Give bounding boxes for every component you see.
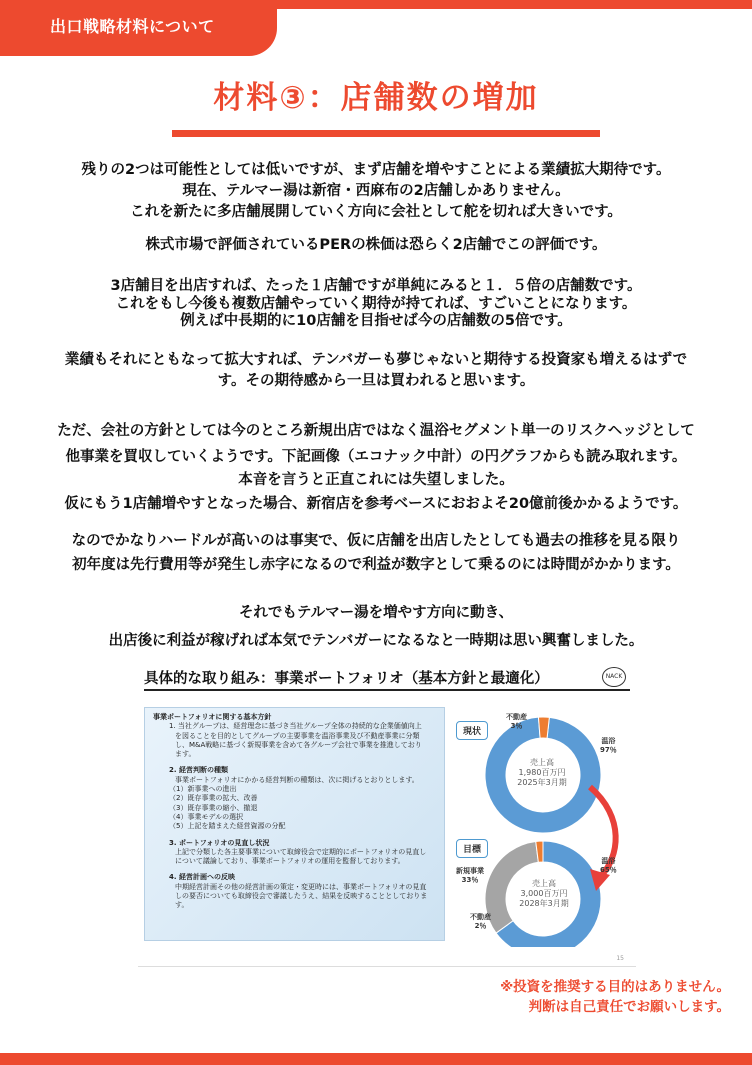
pie2-title: 目標 [456,839,488,858]
text-line: 業績もそれにともなって拡大すれば、テンバガーも夢じゃないと期待する投資家も増えるはずで [64,352,688,368]
text-line: 例えば中長期的に10店舗を目指せば今の店舗数の5倍です。 [180,313,572,329]
title-underline [172,130,600,137]
paragraph-2 [20,235,732,256]
panel-line: （5）上記を踏まえた経営資源の分配 [169,822,286,831]
panel-line: ます。 [175,750,196,759]
text-line: これを新たに多店舗展開していく方向に会社として舵を切れば大きいです。 [130,204,622,220]
text-line: す。その期待感から一旦は買われると思います。 [217,373,535,389]
bottom-accent-bar [0,1053,752,1065]
pie1-slice-1 [538,717,549,738]
pie1-label-onsen: 温浴 97％ [600,737,617,754]
panel-line: （2）既存事業の拡大、改善 [169,794,258,803]
panel-line: し、M&A戦略に基づく新規事業を含めて各グループ会社で事業を推進しており [175,740,422,749]
panel-line: （3）既存事業の縮小、撤退 [169,803,258,812]
pie-chart-area [450,707,636,947]
panel-line: 中期経営計画その他の経営計画の策定・変更時には、事業ポートフォリオの見直 [175,882,427,891]
pie2-label-fudosan: 不動産 2％ [470,913,491,930]
paragraph-7 [20,599,732,655]
section-tab-label: 出口戦略材料について [50,17,215,36]
panel-line: 4. 経営計画への反映 [169,873,235,882]
panel-line: （1）新事業への進出 [169,785,237,794]
paragraph-6 [20,529,732,577]
text-line: 初年度は先行費用等が発生し赤字になるので利益が数字として乗るのには時間がかかります。 [72,557,680,573]
pie1-title: 現状 [456,721,488,740]
slide-heading: 具体的な取り組み：事業ポートフォリオ（基本方針と最適化） [144,671,549,687]
text-line: 現在、テルマー湯は新宿・西麻布の2店舗しかありません。 [182,183,570,199]
disclaimer [500,977,730,1017]
paragraph-4 [20,350,732,392]
panel-line: 上記で分類した各主要事業について取締役会で定期的にポートフォリオの見直し [175,847,427,856]
panel-line: 2. 経営判断の種類 [169,766,228,775]
text-line: 残りの2つは可能性としては低いですが、まず店舗を増やすことによる業績拡大期待です。 [81,162,671,178]
slide-page-number: 15 [616,955,624,962]
panel-line: しの要否についても取締役会で審議したうえ、結果を反映することとしております。 [175,892,428,910]
pie2-center-text: 売上高 3,000百万円 2028年3月期 [519,879,569,908]
disclaimer-line: ※投資を推奨する目的はありません。 [500,979,730,995]
text-line: 他事業を買収していくようです。下記画像（エコナック中計）の円グラフからも読み取れます。 [65,449,687,465]
panel-line: （4）事業モデルの選択 [169,812,244,821]
paragraph-3 [20,276,732,330]
slide-heading-rule [144,689,630,691]
pie2-label-onsen: 温浴 65％ [600,857,617,874]
pie1-label-fudosan: 不動産 3％ [506,713,527,730]
pie1-center-text: 売上高 1,980百万円 2025年3月期 [517,758,567,787]
text-line: ただ、会社の方針としては今のところ新規出店ではなく温浴セグメント単一のリスクヘッジとして [57,423,695,439]
text-line: 仮にもう1店舗増やすとなった場合、新宿店を参考ベースにおおよそ20億前後かかるようです。 [64,496,688,512]
panel-title: 事業ポートフォリオに関する基本方針 [153,713,272,721]
panel-line: について議論しており、事業ポートフォリオの運用を監督しております。 [175,857,405,866]
disclaimer-line: 判断は自己責任でお願いします。 [528,999,730,1015]
panel-line: 3. ポートフォリオの見直し状況 [169,838,270,847]
text-line: 本音を言うと正直これには失望しました。 [238,472,514,488]
section-tab [0,0,277,56]
embedded-slide-image [138,663,636,967]
text-line: 出店後に利益が稼げれば本気でテンバガーになるなと一時期は思い興奮しました。 [108,633,644,649]
pie2-label-shinki: 新規事業 33％ [456,867,484,884]
article-body [20,160,732,655]
panel-line: 事業ポートフォリオにかかる経営判断の種類は、次に掲げるとおりとします。 [175,775,419,784]
text-line: なのでかなりハードルが高いのは事実で、仮に店舗を出店したとしても過去の推移を見る限り [71,533,681,549]
paragraph-5 [20,418,732,517]
panel-line: 1. 当社グループは、経営理念に基づき当社グループ全体の持続的な企業価値向上 [169,722,422,731]
text-line: 株式市場で評価されているPERの株価は恐らく2店舗でこの評価です。 [145,237,607,253]
panel-line: を図ることを目的としてグループの主要事業を温浴事業及び不動産事業に分類 [175,731,420,740]
text-line: 3店舗目を出店すれば、たった１店舗ですが単純にみると１．５倍の店舗数です。 [110,278,642,294]
page-title: 材料③：店舗数の増加 [213,80,539,116]
logo-text: NACK [605,673,623,680]
company-logo-icon [602,667,626,687]
text-line: これをもし今後も複数店舗やっていく期待が持てれば、すごいことになります。 [115,296,637,312]
policy-panel [144,707,445,941]
text-line: それでもテルマー湯を増やす方向に動き、 [238,605,514,621]
paragraph-1 [20,160,732,223]
